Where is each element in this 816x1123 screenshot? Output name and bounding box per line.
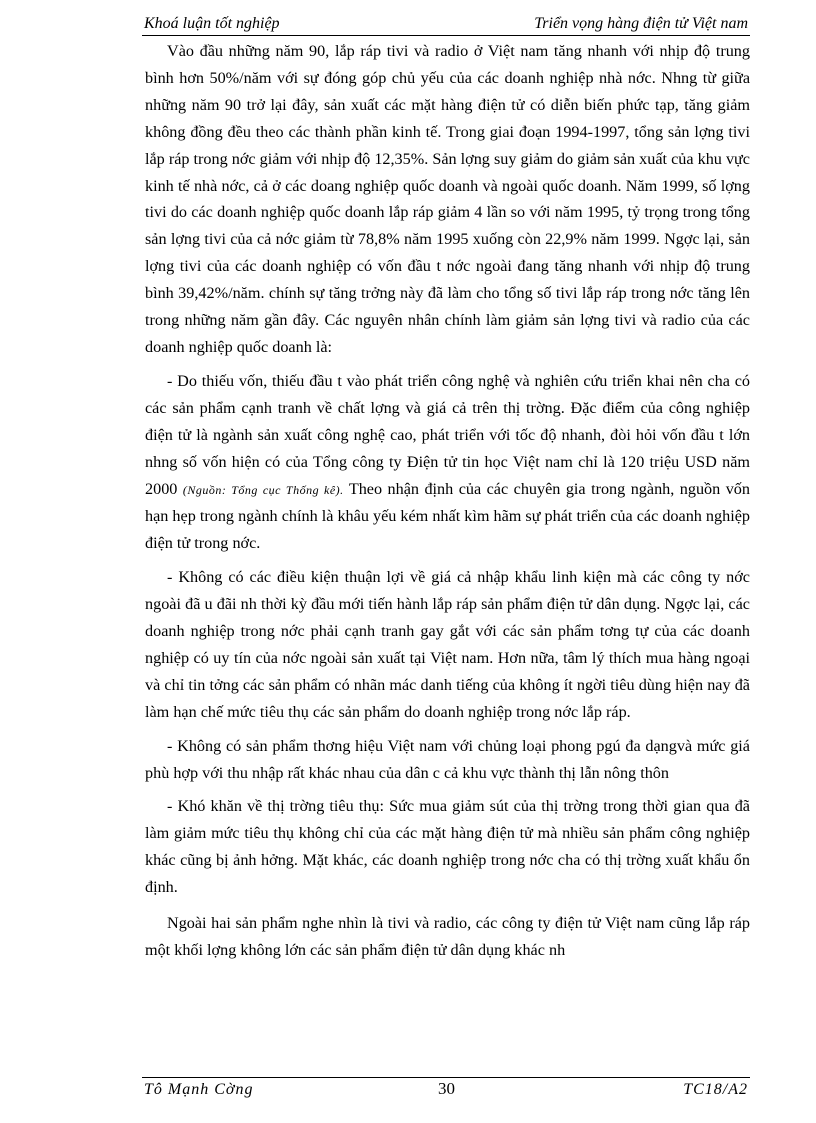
page-number: 30	[438, 1079, 455, 1098]
paragraph-capital-shortage	[145, 368, 750, 557]
paragraph-other-products: Ngoài hai sản phẩm nghe nhìn là tivi và radio, các công ty điện tử Việt nam cũng lắp ráp một khối lợng không lớn các sản phẩm điện tử dân dụng khác nh	[145, 914, 750, 959]
paragraph-market-difficulty: - Khó khăn về thị trờng tiêu thụ: Sức mua giảm sút của thị trờng trong thời gian qua đã làm giảm mức tiêu thụ không chỉ của các mặt hàng điện tử mà nhiều sản phẩm công nghiệp khác cũng bị ảnh hởng. Mặt khác, các doanh nghiệp trong nớc cha có thị trờng xuất khẩu ổn định.	[145, 797, 750, 897]
source-citation: (Nguồn: Tổng cục Thống kê).	[182, 482, 344, 497]
header-thesis-title: Khoá luận tốt nghiệp	[144, 15, 280, 32]
paragraph-import-conditions: - Không có các điều kiện thuận lợi về giá cả nhập khẩu linh kiện mà các công ty nớc ngoài đã u đãi nh thời kỳ đầu mới tiến hành lắp ráp sản phẩm điện tử dân dụng. Ngợc lại, các doanh nghiệp trong nớc phải cạnh tranh gay gắt với các sản phẩm tơng tự của các doanh nghiệp có uy tín của nớc ngoài sản xuất tại Việt nam. Hơn nữa, tâm lý thích mua hàng ngoại và chỉ tin tởng các sản phẩm có nhãn mác danh tiếng của không ít ngời tiêu dùng hiện nay đã làm hạn chế mức tiêu thụ các sản phẩm do doanh nghiệp trong nớc lắp ráp.	[145, 568, 750, 721]
header-topic-title: Triển vọng hàng điện tử Việt nam	[534, 15, 748, 32]
paragraph-capital-tail: Theo nhận định của các chuyên gia trong ngành, nguồn vốn hạn hẹp trong ngành chính là khâu yếu kém nhất kìm hãm sự phát triển của các doanh nghiệp điện tử trong nớc.	[145, 479, 750, 553]
paragraph-no-brand: - Không có sản phẩm thơng hiệu Việt nam với chủng loại phong pgú đa dạngvà mức giá phù hợp với thu nhập rất khác nhau của dân c cả khu vực thành thị lẫn nông thôn	[145, 736, 750, 782]
footer-author: Tô Mạnh Cờng	[144, 1081, 254, 1098]
footer-class: TC18/A2	[683, 1081, 748, 1098]
paragraph-capital-text: - Do thiếu vốn, thiếu đầu t vào phát triển công nghệ và nghiên cứu triển khai nên cha có các sản phẩm cạnh tranh về chất lợng và giá cả trên thị trờng. Đặc điểm của công nghiệp điện tử là ngành sản xuất công nghệ cao, phát triển với tốc độ nhanh, đòi hỏi vốn đầu t lớn nhng số vốn hiện có của Tổng công ty Điện tử tin học Việt nam chỉ là 120 triệu USD năm 2000	[145, 371, 750, 498]
page-header	[142, 11, 750, 36]
page-footer	[142, 1077, 750, 1104]
paragraph-intro: Vào đầu những năm 90, lắp ráp tivi và radio ở Việt nam tăng nhanh với nhịp độ trung bình hơn 50%/năm với sự đóng góp chủ yếu của các doanh nghiệp nhà nớc. Nhng từ giữa những năm 90 trở lại đây, sản xuất các mặt hàng điện tử có diễn biến phức tạp, tăng giảm không đồng đều theo các thành phần kinh tế. Trong giai đoạn 1994-1997, tổng sản lợng tivi lắp ráp trong nớc giảm với nhịp độ 12,35%. Sản lợng suy giảm do giảm sản xuất của khu vực kinh tế nhà nớc, cả ở các doang nghiệp quốc doanh và ngoài quốc doanh. Năm 1999, số lợng tivi do các doanh nghiệp quốc doanh lắp ráp giảm 4 lần so với năm 1995, tỷ trọng trong tổng sản lợng tivi của cả nớc giảm từ 78,8% năm 1995 xuống còn 22,9% năm 1999. Ngợc lại, sản lợng tivi của các doanh nghiệp có vốn đầu t nớc ngoài đang tăng nhanh với nhịp độ trung bình 39,42%/năm. chính sự tăng trởng này đã làm cho tổng số tivi lắp ráp trong nớc tăng lên trong những năm gần đây. Các nguyên nhân chính làm giảm sản lợng tivi và radio của các doanh nghiệp quốc doanh là:	[145, 42, 750, 356]
document-body	[145, 38, 750, 964]
